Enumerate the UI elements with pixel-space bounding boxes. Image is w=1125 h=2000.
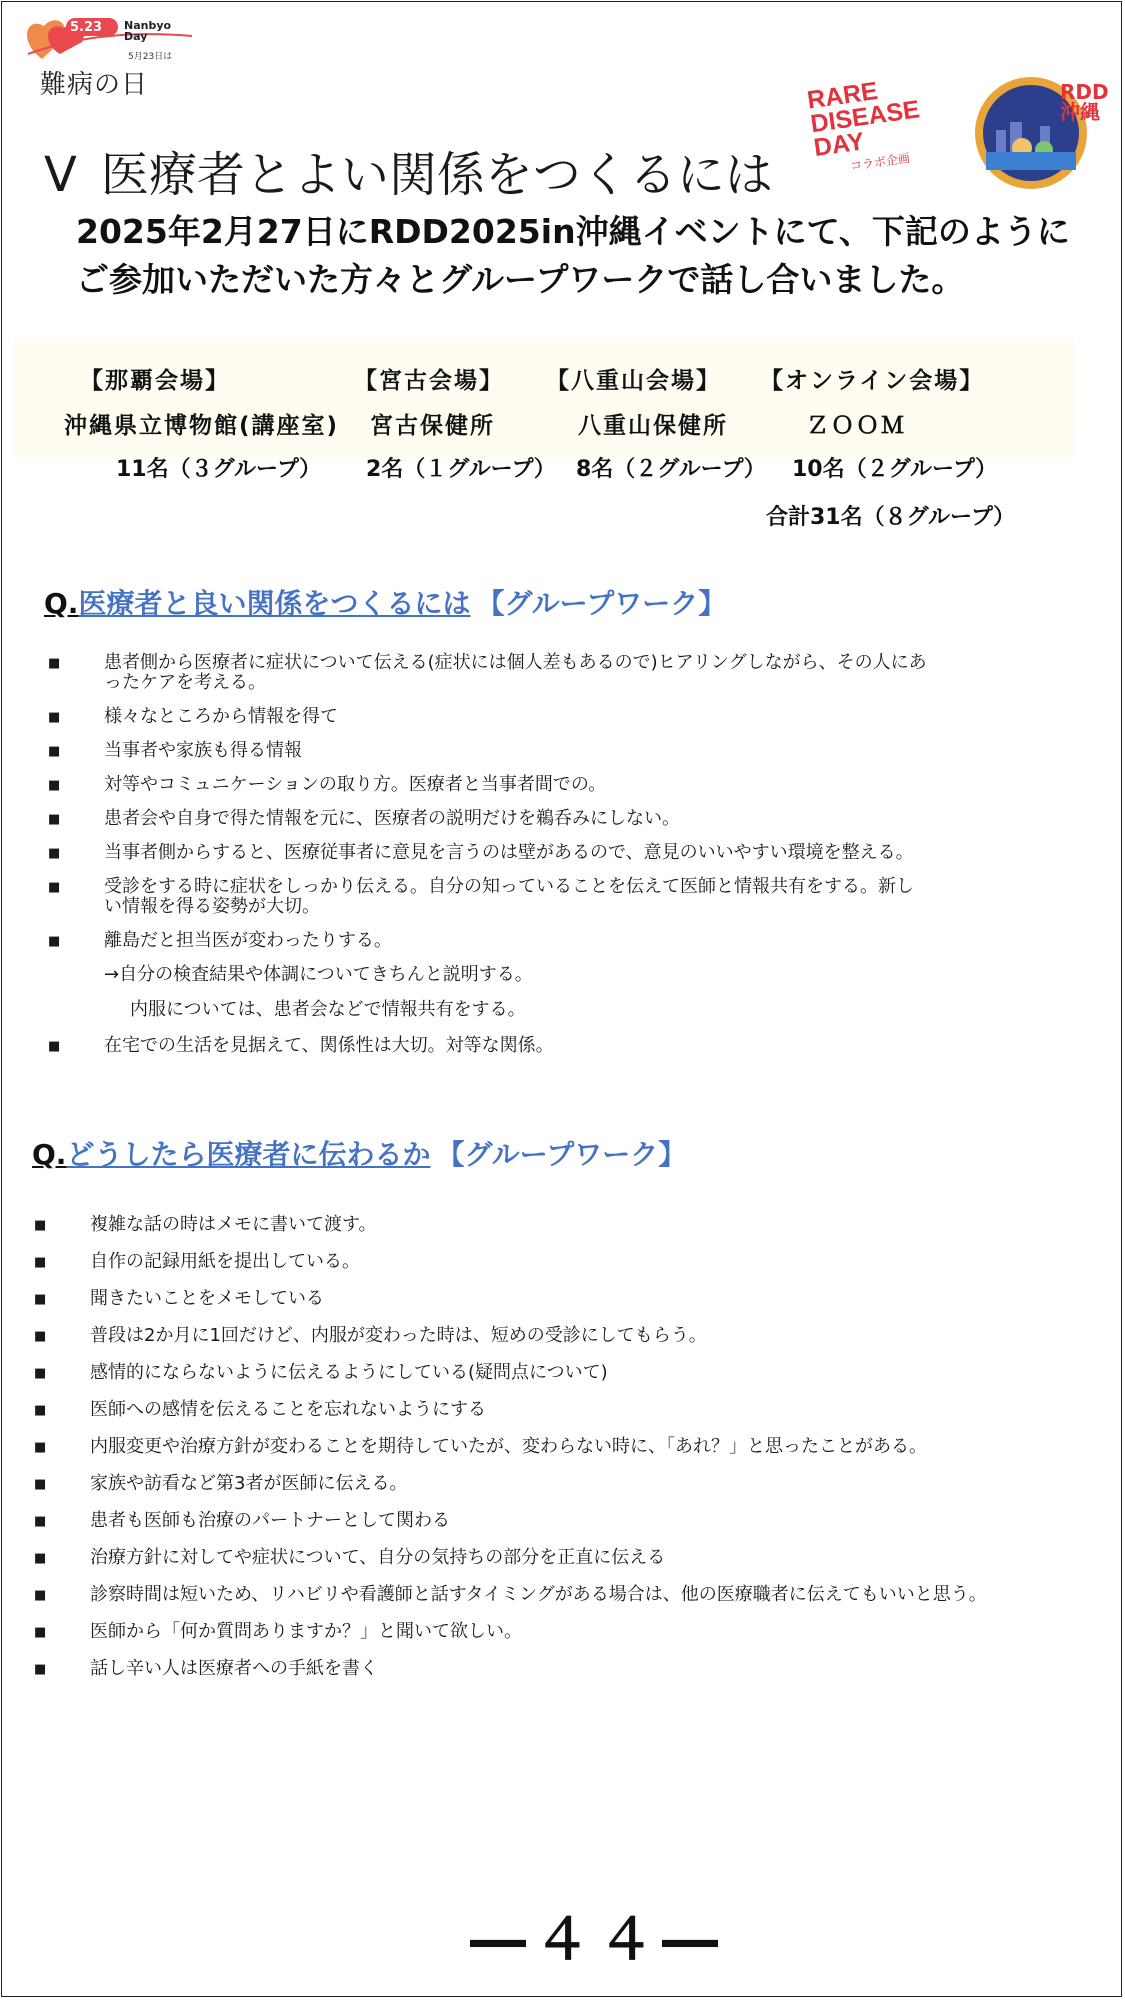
list-item [48,741,928,761]
list-item-text: 在宅での生活を見据えて、関係性は大切。対等な関係。 [104,1035,554,1056]
rare-disease-day-logo: RARE DISEASE DAY [805,76,922,163]
bullet-square-icon: ■ [48,1039,61,1054]
list-item [34,1215,1014,1235]
venue-count: 11名（３グループ） [116,457,322,482]
bullet-square-icon: ■ [34,1329,47,1344]
list-item [48,1000,928,1020]
venue-place: 八重山保健所 [578,413,728,439]
list-item [48,1036,928,1056]
bullet-square-icon: ■ [48,656,61,671]
list-item-text: 患者会や自身で得た情報を元に、医療者の説明だけを鵜呑みにしない。 [104,808,680,829]
bullet-square-icon: ■ [48,710,61,725]
section-1-title: 医療者と良い関係をつくるには [78,587,471,620]
list-item-text: 医師への感情を伝えることを忘れないようにする [90,1399,486,1420]
bullet-square-icon: ■ [34,1477,47,1492]
list-item [34,1326,1014,1346]
list-item-text: 普段は2か月に1回だけど、内服が変わった時は、短めの受診にしてもらう。 [90,1325,707,1346]
section-2-heading [32,1133,686,1173]
list-item [34,1437,1014,1457]
list-item [48,931,928,951]
bullet-square-icon: ■ [34,1218,47,1233]
logo-title: 難病の日 [40,70,149,100]
venue-place: ＺＯＯＭ [806,413,906,439]
bullet-square-icon: ■ [48,846,61,861]
list-item-text: 患者側から医療者に症状について伝える(症状には個人差もあるので)ヒアリングしながら、その人にあったケアを考える。 [104,652,927,693]
bullet-square-icon: ■ [34,1440,47,1455]
list-item-text: 医師から「何か質問ありますか？」と聞いて欲しい。 [90,1621,522,1642]
section-2-list [34,1215,1014,1696]
list-item-text: 感情的にならないように伝えるようにしている(疑問点について) [90,1362,608,1383]
list-item [48,707,928,727]
bullet-square-icon: ■ [48,744,61,759]
intro-line-2: ご参加いただいた方々とグループワークで話し合いました。 [76,260,965,299]
bullet-square-icon: ■ [48,778,61,793]
list-item [34,1585,1014,1605]
list-item [34,1511,1014,1531]
rdd-okinawa-label: RDD沖縄 [1060,80,1109,124]
bullet-square-icon: ■ [34,1292,47,1307]
venue-name: 【那覇会場】 [80,368,230,394]
list-item [48,843,928,863]
list-item [48,965,928,985]
venue-place: 沖縄県立博物館(講座室) [64,413,340,439]
list-item-text: 複雑な話の時はメモに書いて渡す。 [90,1214,377,1235]
list-item [48,775,928,795]
section-2-title: どうしたら医療者に伝わるか [66,1138,431,1171]
list-item [34,1400,1014,1420]
section-1-heading [44,582,726,622]
section-1-list [48,653,928,1070]
q-label: Q. [44,587,79,620]
bullet-square-icon: ■ [34,1403,47,1418]
list-item-text: 内服については、患者会などで情報共有をする。 [130,999,526,1020]
list-item-text: 当事者や家族も得る情報 [104,740,302,761]
rdd-collab-label: コラボ企画 [849,150,911,174]
venue-yaeyama [532,362,766,483]
list-item-text: 当事者側からすると、医療従事者に意見を言うのは壁があるので、意見のいいやすい環境を整える。 [104,842,914,863]
list-item [34,1289,1014,1309]
list-item [34,1548,1014,1568]
list-item-text: 診察時間は短いため、リハビリや看護師と話すタイミングがある場合は、他の医療職者に伝えてもいいと思う。 [90,1584,987,1605]
group-work-tag: 【グループワーク】 [436,1138,687,1171]
venue-count: 8名（２グループ） [576,457,766,482]
heading-number: Ⅴ [44,147,77,203]
list-item-text: →自分の検査結果や体調についてきちんと説明する。 [104,964,533,985]
bullet-square-icon: ■ [34,1255,47,1270]
list-item-text: 様々なところから情報を得て [104,706,338,727]
logo-badge-number: 5.23 [70,20,103,35]
venue-name: 【オンライン会場】 [760,368,985,394]
list-item [48,809,928,829]
venue-name: 【宮古会場】 [354,368,504,394]
list-item [48,653,928,693]
list-item-text: 離島だと担当医が変わったりする。 [104,930,392,951]
venue-miyako [344,362,556,483]
intro-text [76,208,1070,304]
list-item [34,1659,1014,1679]
logo-date: 5月23日は [128,52,173,62]
list-item-text: 対等やコミュニケーションの取り方。医療者と当事者間での。 [104,774,607,795]
list-item [34,1474,1014,1494]
list-item-text: 受診をする時に症状をしっかり伝える。自分の知っていることを伝えて医師と情報共有をする。新しい情報を得る姿勢が大切。 [104,876,914,917]
bullet-square-icon: ■ [48,934,61,949]
list-item-text: 患者も医師も治療のパートナーとして関わる [90,1510,450,1531]
list-item [48,877,928,917]
list-item-text: 自作の記録用紙を提出している。 [90,1251,360,1272]
logo-day-english: Nanbyo Day [124,19,172,43]
list-item [34,1622,1014,1642]
bullet-square-icon: ■ [34,1662,47,1677]
venue-table [14,338,1074,482]
total-participants: 合計31名（８グループ） [766,505,1016,530]
venue-count: 10名（２グループ） [792,457,998,482]
bullet-square-icon: ■ [34,1514,47,1529]
nanbyo-day-logo [20,14,195,100]
venue-naha [64,362,339,483]
bullet-square-icon: ■ [34,1551,47,1566]
list-item-text: 話し辛い人は医療者への手紙を書く [90,1658,378,1679]
q-label: Q. [32,1138,67,1171]
page-number: ―４４― [470,1908,726,1973]
bullet-square-icon: ■ [48,880,61,895]
heading-title: 医療者とよい関係をつくるには [100,147,773,203]
intro-line-1: 2025年2月27日にRDD2025in沖縄イベントにて、下記のように [76,212,1070,251]
venue-name: 【八重山会場】 [546,368,721,394]
list-item [34,1252,1014,1272]
page-heading [44,136,773,205]
list-item-text: 聞きたいことをメモしている [90,1288,324,1309]
list-item-text: 家族や訪看など第3者が医師に伝える。 [90,1473,408,1494]
venue-count: 2名（１グループ） [366,457,556,482]
list-item [34,1363,1014,1383]
bullet-square-icon: ■ [48,812,61,827]
bullet-square-icon: ■ [34,1366,47,1381]
list-item-text: 内服変更や治療方針が変わることを期待していたが、変わらない時に、「あれ？」と思ったことがある。 [90,1436,927,1457]
bullet-square-icon: ■ [34,1588,47,1603]
group-work-tag: 【グループワーク】 [476,587,727,620]
venue-place: 宮古保健所 [370,413,495,439]
list-item-text: 治療方針に対してや症状について、自分の気持ちの部分を正直に伝える [90,1547,666,1568]
bullet-square-icon: ■ [34,1625,47,1640]
venue-online [760,362,997,483]
